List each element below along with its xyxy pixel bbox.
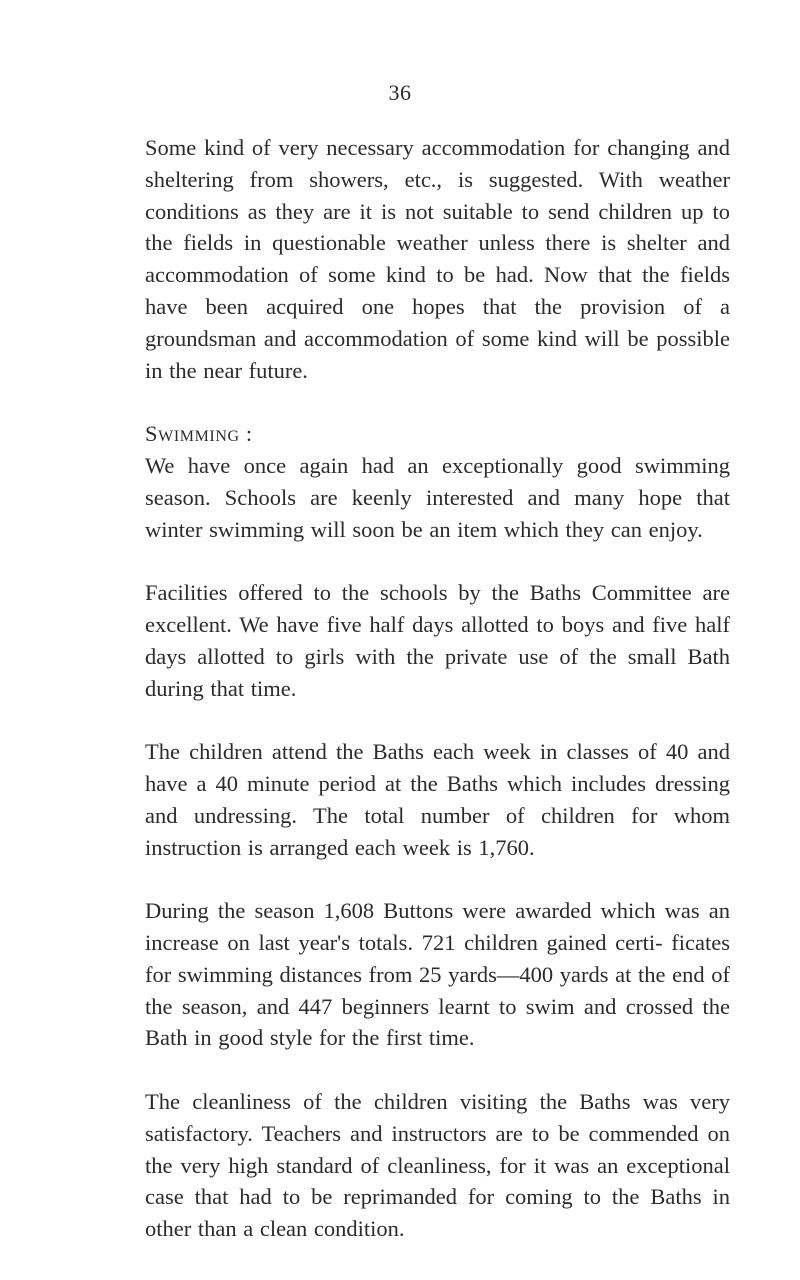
section-heading-swimming: Swimming : [145,421,253,447]
paragraph-swimming-season: We have once again had an exceptionally good swimming season. Schools are keenly interested and many hope that winter swimming will soon be an item which they can enjoy. [145,452,730,542]
paragraph-cleanliness: The cleanliness of the children visiting the Baths was very satisfactory. Teachers and instructors are to be commended on the very high standard of cleanliness, for it was an exceptional case that had to be reprimanded for coming to the Baths in other than a clean condition. [145,1088,730,1242]
paragraph-accommodation: Some kind of very necessary accommodation for changing and sheltering from showers, etc., is suggested. With weather conditions as they are it is not suitable to send children up to the fields in questionable weather unless there is shelter and accommodation of some kind to be had. Now that the fields have been acquired one hopes that the provision of a groundsman and accommodation of some kind will be possible in the near future. [145,135,730,383]
paragraph-facilities: Facilities offered to the schools by the Baths Committee are excellent. We have five half days allotted to boys and five half days allotted to girls with the private use of the small Bath during that time. [145,580,730,701]
page-number: 36 [388,80,412,105]
page-body [145,132,730,1277]
paragraph-awards: During the season 1,608 Buttons were awarded which was an increase on last year's totals. 721 children gained certi- ficates for swimming distances from 25 yards—400 yards at the end of the season, and 447 beginners learnt to swim and crossed the Bath in good style for the first time. [145,898,730,1051]
paragraph-attendance: The children attend the Baths each week in classes of 40 and have a 40 minute period at the Baths which includes dressing and undressing. The total number of children for whom instruction is arranged each week is 1,760. [145,739,730,860]
